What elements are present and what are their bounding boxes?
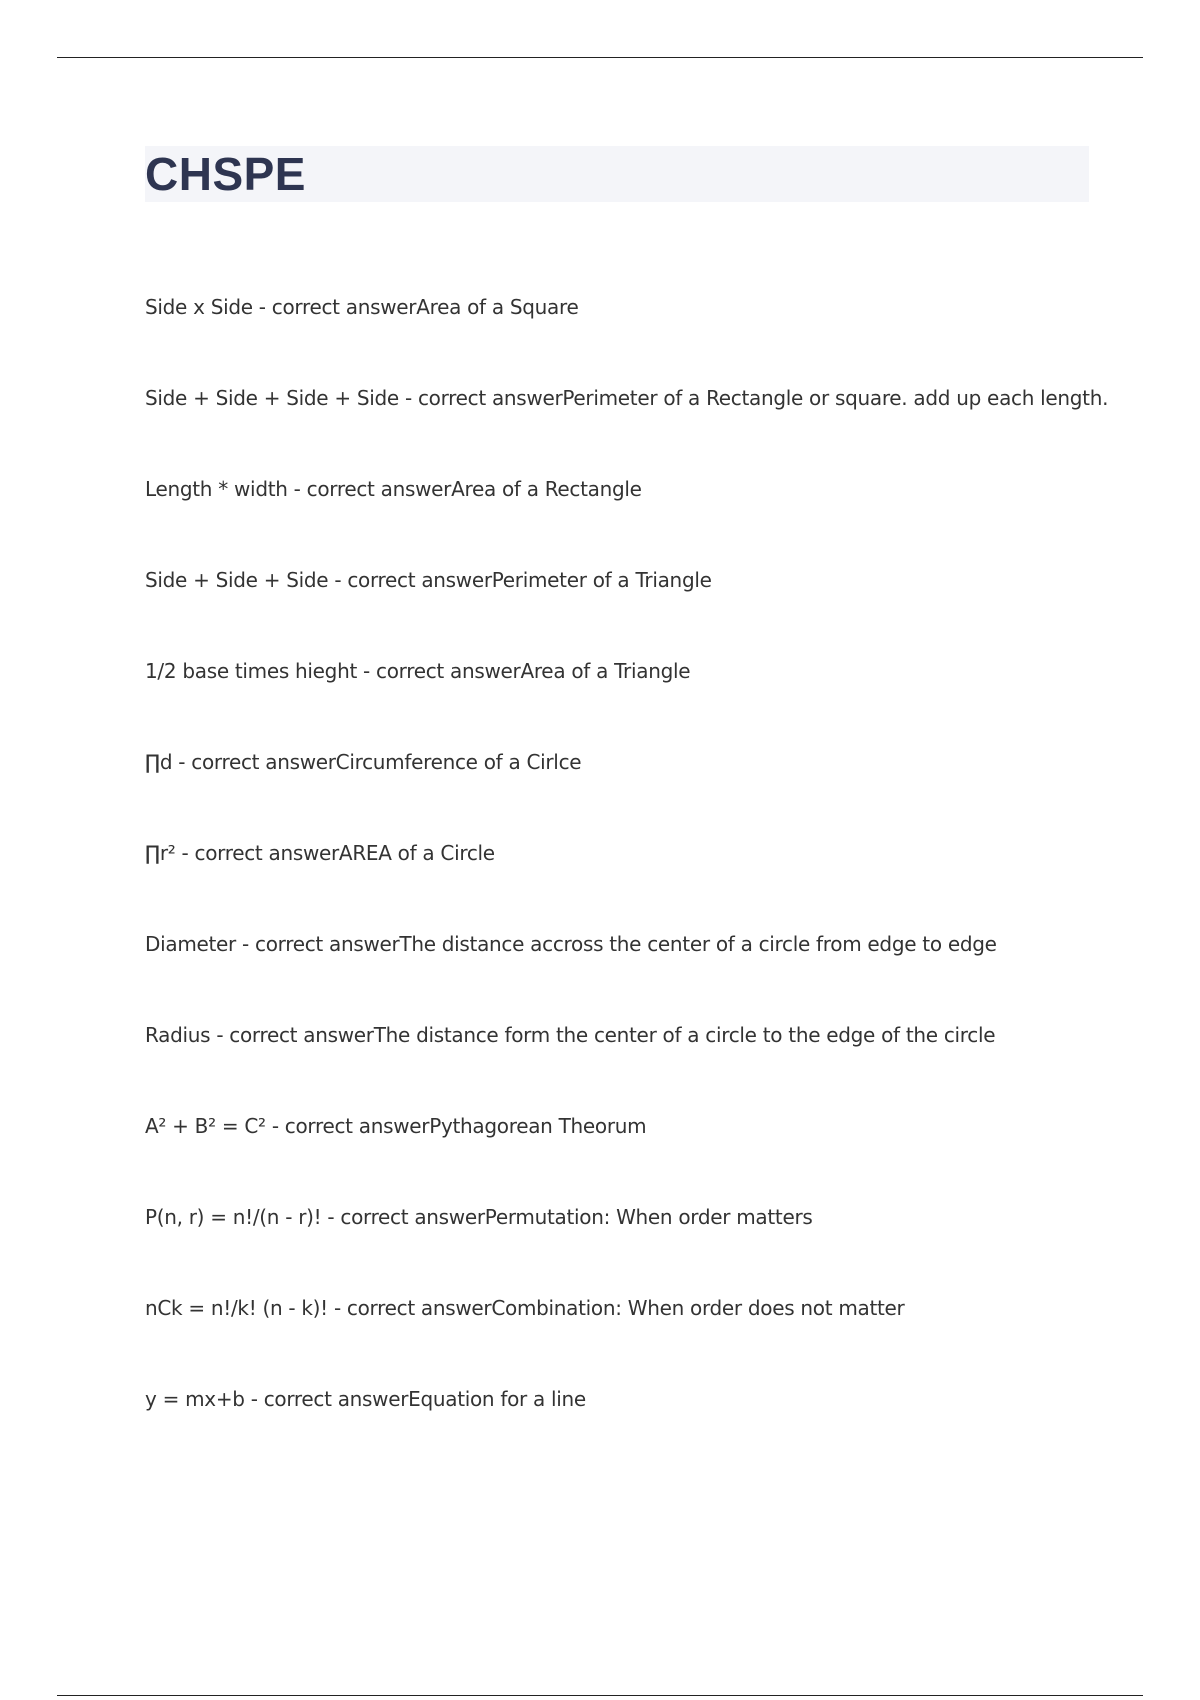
list-item: 1/2 base times hieght - correct answerArea of a Triangle — [145, 659, 691, 683]
list-item: Side + Side + Side - correct answerPerimeter of a Triangle — [145, 568, 712, 592]
list-item: P(n, r) = n!/(n - r)! - correct answerPermutation: When order matters — [145, 1205, 813, 1229]
list-item: Length * width - correct answerArea of a Rectangle — [145, 477, 642, 501]
list-item: A² + B² = C² - correct answerPythagorean Theorum — [145, 1114, 647, 1138]
list-item: Side + Side + Side + Side - correct answerPerimeter of a Rectangle or square. add up each length. — [145, 386, 1109, 410]
list-item: y = mx+b - correct answerEquation for a line — [145, 1387, 586, 1411]
flashcard-list — [145, 290, 1109, 1473]
top-rule — [57, 57, 1143, 58]
bottom-rule — [57, 1695, 1143, 1696]
list-item: Diameter - correct answerThe distance accross the center of a circle from edge to edge — [145, 932, 997, 956]
list-item: nCk = n!/k! (n - k)! - correct answerCombination: When order does not matter — [145, 1296, 905, 1320]
list-item: Radius - correct answerThe distance form the center of a circle to the edge of the circle — [145, 1023, 996, 1047]
page-title: CHSPE — [145, 148, 306, 200]
list-item: ∏r² - correct answerAREA of a Circle — [145, 841, 495, 865]
title-band — [145, 146, 1089, 202]
list-item: Side x Side - correct answerArea of a Square — [145, 295, 579, 319]
list-item: ∏d - correct answerCircumference of a Cirlce — [145, 750, 582, 774]
